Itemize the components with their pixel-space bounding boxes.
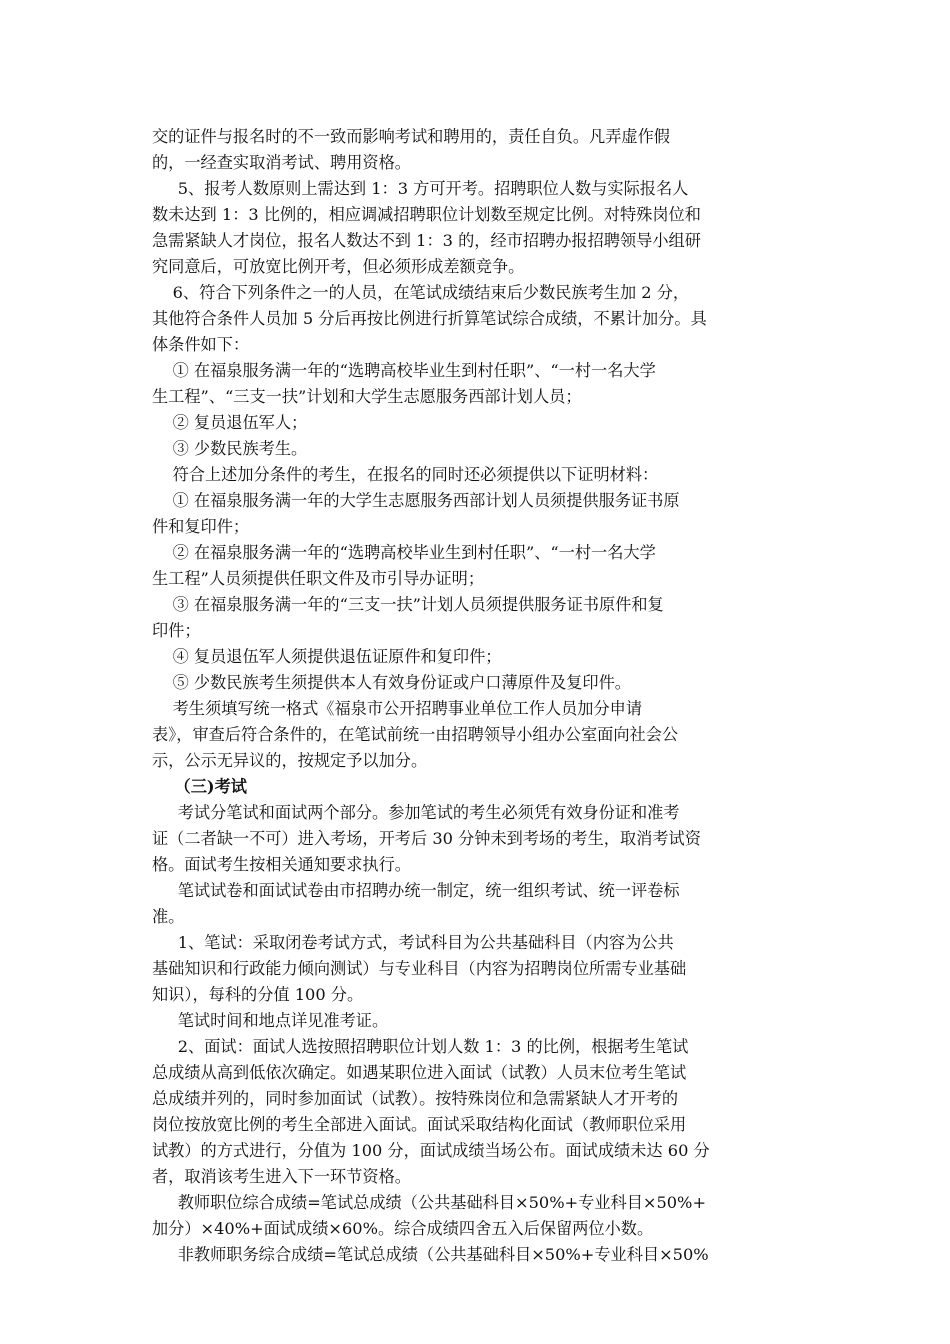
text-line: 试教）的方式进行，分值为 100 分，面试成绩当场公布。面试成绩未达 60 分 [152, 1141, 710, 1160]
text-line: 生工程”、“三支一扶”计划和大学生志愿服务西部计划人员； [152, 387, 582, 406]
text-line: 急需紧缺人才岗位，报名人数达不到 1：3 的，经市招聘办报招聘领导小组研 [152, 231, 701, 250]
text-line: 考生须填写统一格式《福泉市公开招聘事业单位工作人员加分申请 [152, 699, 643, 718]
text-line: 2、面试：面试人选按照招聘职位计划人数 1：3 的比例，根据考生笔试 [152, 1037, 689, 1056]
text-line: 岗位按放宽比例的考生全部进入面试。面试采取结构化面试（教师职位采用 [152, 1115, 687, 1134]
text-line: 5、报考人数原则上需达到 1：3 方可开考。招聘职位人数与实际报名人 [152, 179, 689, 198]
text-line: 生工程”人员须提供任职文件及市引导办证明； [152, 569, 485, 588]
text-line: 加分）×40%+面试成绩×60%。综合成绩四舍五入后保留两位小数。 [152, 1219, 654, 1238]
text-line: 笔试时间和地点详见准考证。 [152, 1011, 389, 1030]
text-line: ⑤ 少数民族考生须提供本人有效身份证或户口薄原件及复印件。 [152, 673, 631, 692]
text-line: 印件； [152, 621, 201, 640]
text-line: 总成绩从高到低依次确定。如遇某职位进入面试（试教）人员末位考生笔试 [152, 1063, 687, 1082]
document-page [152, 124, 802, 1268]
text-line: 基础知识和行政能力倾向测试）与专业科目（内容为招聘岗位所需专业基础 [152, 959, 687, 978]
text-line: 示，公示无异议的，按规定予以加分。 [152, 751, 428, 770]
text-line: 格。面试考生按相关通知要求执行。 [152, 855, 411, 874]
text-line: 件和复印件； [152, 517, 250, 536]
text-line: 其他符合条件人员加 5 分后再按比例进行折算笔试综合成绩，不累计加分。具 [152, 309, 707, 328]
section-heading: （三)考试 [152, 777, 247, 796]
text-line: ④ 复员退伍军人须提供退伍证原件和复印件； [152, 647, 502, 666]
text-line: 究同意后，可放宽比例开考，但必须形成差额竞争。 [152, 257, 525, 276]
text-line: 笔试试卷和面试试卷由市招聘办统一制定，统一组织考试、统一评卷标 [152, 881, 680, 900]
text-line: 总成绩并列的，同时参加面试（试教）。按特殊岗位和急需紧缺人才开考的 [152, 1089, 679, 1108]
text-line: 的，一经查实取消考试、聘用资格。 [152, 153, 411, 172]
text-line: 者，取消该考生进入下一环节资格。 [152, 1167, 411, 1186]
text-line: 非教师职务综合成绩=笔试总成绩（公共基础科目×50%+专业科目×50% [152, 1245, 709, 1264]
text-line: ② 在福泉服务满一年的“选聘高校毕业生到村任职”、“一村一名大学 [152, 543, 656, 562]
text-line: 1、笔试：采取闭卷考试方式，考试科目为公共基础科目（内容为公共 [152, 933, 674, 952]
text-line: 6、符合下列条件之一的人员，在笔试成绩结束后少数民族考生加 2 分， [152, 283, 690, 302]
text-line: 体条件如下： [152, 335, 250, 354]
text-line: 交的证件与报名时的不一致而影响考试和聘用的，责任自负。凡弄虚作假 [152, 127, 670, 146]
text-line: ① 在福泉服务满一年的大学生志愿服务西部计划人员须提供服务证书原 [152, 491, 680, 510]
text-line: 考试分笔试和面试两个部分。参加笔试的考生必须凭有效身份证和准考 [152, 803, 680, 822]
text-line: 数未达到 1：3 比例的，相应调减招聘职位计划数至规定比例。对特殊岗位和 [152, 205, 701, 224]
text-line: 知识），每科的分值 100 分。 [152, 985, 364, 1004]
text-line: ② 复员退伍军人； [152, 413, 308, 432]
text-line: 符合上述加分条件的考生，在报名的同时还必须提供以下证明材料： [152, 465, 659, 484]
text-line: 准。 [152, 907, 185, 926]
text-line: ③ 少数民族考生。 [152, 439, 308, 458]
text-line: ① 在福泉服务满一年的“选聘高校毕业生到村任职”、“一村一名大学 [152, 361, 656, 380]
text-line: 表》，审查后符合条件的，在笔试前统一由招聘领导小组办公室面向社会公 [152, 725, 679, 744]
text-line: 证（二者缺一不可）进入考场，开考后 30 分钟未到考场的考生，取消考试资 [152, 829, 701, 848]
text-line: 教师职位综合成绩=笔试总成绩（公共基础科目×50%+专业科目×50%+ [152, 1193, 707, 1212]
text-line: ③ 在福泉服务满一年的“三支一扶”计划人员须提供服务证书原件和复 [152, 595, 664, 614]
